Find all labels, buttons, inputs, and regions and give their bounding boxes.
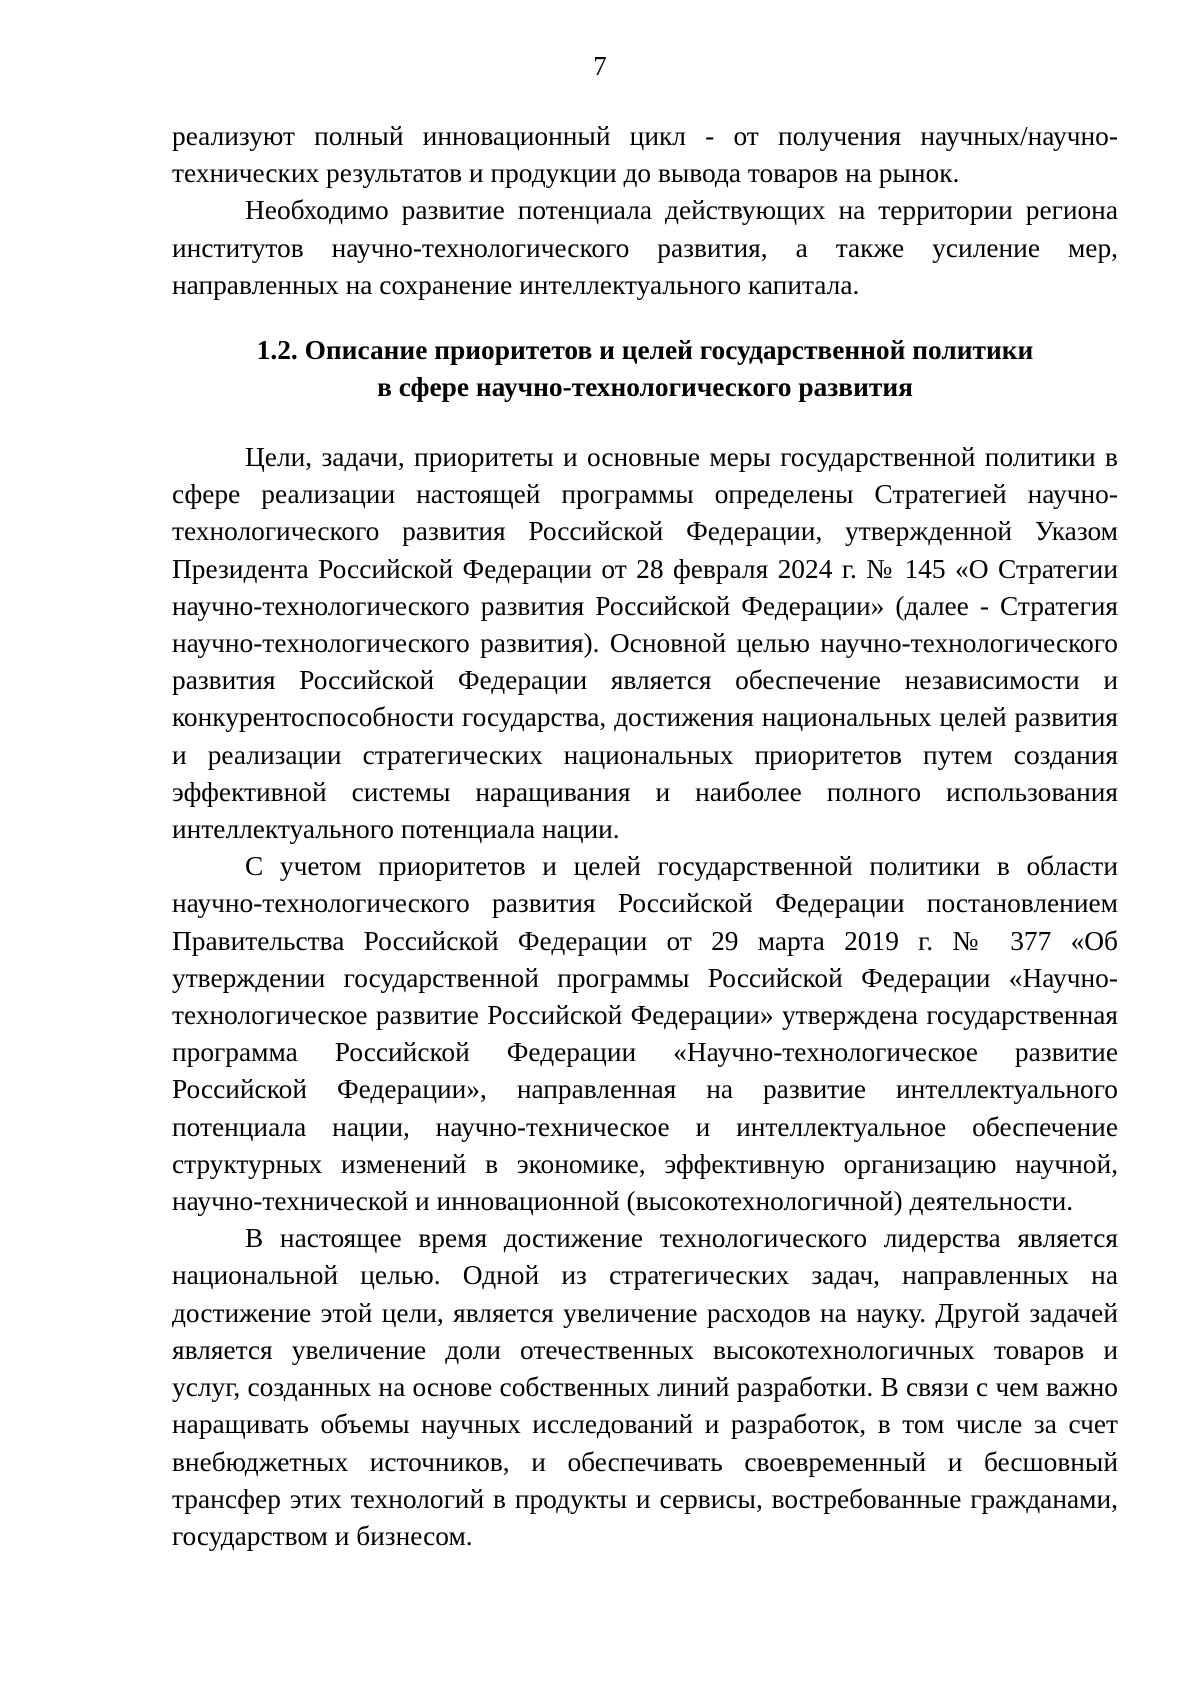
section-heading-line-1: 1.2. Описание приоритетов и целей государственной политики	[256, 335, 1034, 366]
paragraph-development-potential: Необходимо развитие потенциала действующих на территории региона институтов научно-технологического развития, а также усиление мер, направленных на сохранение интеллектуального капитала.	[172, 195, 1118, 300]
paragraph-state-program: С учетом приоритетов и целей государственной политики в области научно-технологического развития Российской Федерации постановлением Правительства Российской Федерации от 29 марта 2019 г. № 377 «Об утверждении государственной программы Российской Федерации «Научно-технологическое развитие Российской Федерации» утверждена государственная программа Российской Федерации «Научно-технологическое развитие Российской Федерации», направленная на развитие интеллектуального потенциала нации, научно-техническое и интеллектуальное обеспечение структурных изменений в экономике, эффективную организацию научной, научно-технической и инновационной (высокотехнологичной) деятельности.	[172, 851, 1118, 1217]
document-body	[172, 118, 1118, 1555]
spacer	[172, 304, 1118, 332]
page-number: 7	[593, 51, 607, 81]
paragraph-continuation: реализуют полный инновационный цикл - от получения научных/научно-технических результатов и продукции до вывода товаров на рынок.	[172, 121, 1118, 189]
spacer	[172, 406, 1118, 439]
paragraph-goals-strategy: Цели, задачи, приоритеты и основные меры государственной политики в сфере реализации настоящей программы определены Стратегией научно-технологического развития Российской Федерации, утвержденной Указом Президента Российской Федерации от 28 февраля 2024 г. № 145 «О Стратегии научно-технологического развития Российской Федерации» (далее - Стратегия научно-технологического развития). Основной целью научно-технологического развития Российской Федерации является обеспечение независимости и конкурентоспособности государства, достижения национальных целей развития и реализации стратегических национальных приоритетов путем создания эффективной системы наращивания и наиболее полного использования интеллектуального потенциала нации.	[172, 442, 1118, 845]
section-heading	[172, 332, 1118, 406]
section-heading-line-2: в сфере научно-технологического развития	[377, 372, 913, 403]
paragraph-technological-leadership: В настоящее время достижение технологического лидерства является национальной целью. Одной из стратегических задач, направленных на достижение этой цели, является увеличение расходов на науку. Другой задачей является увеличение доли отечественных высокотехнологичных товаров и услуг, созданных на основе собственных линий разработки. В связи с чем важно наращивать объемы научных исследований и разработок, в том числе за счет внебюджетных источников, и обеспечивать своевременный и бесшовный трансфер этих технологий в продукты и сервисы, востребованные гражданами, государством и бизнесом.	[172, 1223, 1118, 1551]
